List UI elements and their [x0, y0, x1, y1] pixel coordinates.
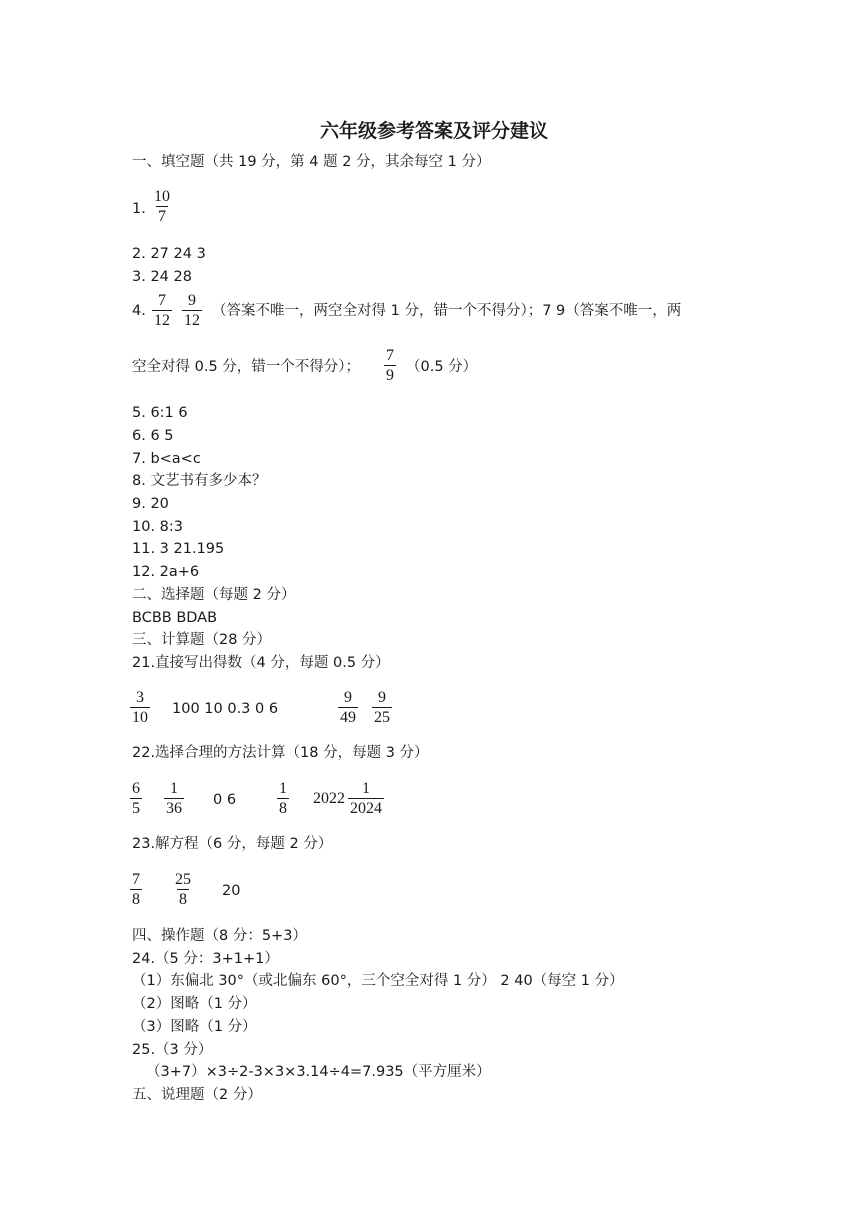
q21-fraction-b	[338, 688, 358, 727]
fraction-numerator: 9	[378, 689, 386, 706]
q22-heading: 22.选择合理的方法计算（18 分，每题 3 分）	[132, 745, 429, 761]
fraction-denominator: 25	[374, 709, 390, 726]
q23-heading: 23.解方程（6 分，每题 2 分）	[132, 836, 333, 852]
fraction-denominator: 8	[179, 891, 187, 908]
q4-fraction-b	[182, 291, 202, 330]
fraction-numerator: 1	[170, 780, 178, 797]
q5-answer: 5. 6:1 6	[132, 405, 188, 421]
fraction-denominator: 9	[386, 367, 394, 384]
q25-heading: 25.（3 分）	[132, 1042, 213, 1058]
section4-heading: 四、操作题（8 分：5+3）	[132, 928, 307, 944]
q23-fraction-b	[173, 870, 193, 909]
q21-values: 100 10 0.3 0 6	[172, 701, 279, 717]
q3-answer: 3. 24 28	[132, 269, 192, 285]
q21-fraction-a	[130, 688, 150, 727]
q4-fraction-a	[152, 291, 172, 330]
fraction-numerator: 1	[362, 780, 370, 797]
q4-text-line2: 空全对得 0.5 分，错一个不得分）；	[132, 359, 361, 375]
section2-heading: 二、选择题（每题 2 分）	[132, 587, 296, 603]
fraction-numerator: 6	[132, 780, 140, 797]
fraction-numerator: 7	[158, 292, 166, 309]
page-title: 六年级参考答案及评分建议	[319, 120, 548, 142]
fraction-numerator: 25	[175, 871, 191, 888]
q11-answer: 11. 3 21.195	[132, 541, 225, 557]
q21-heading: 21.直接写出得数（4 分，每题 0.5 分）	[132, 655, 390, 671]
section3-heading: 三、计算题（28 分）	[132, 632, 272, 648]
fraction-numerator: 10	[154, 188, 170, 205]
section5-heading: 五、说理题（2 分）	[132, 1087, 262, 1103]
section1-heading: 一、填空题（共 19 分，第 4 题 2 分，其余每空 1 分）	[132, 154, 491, 170]
q25-solution: （3+7）×3÷2-3×3×3.14÷4=7.935（平方厘米）	[146, 1064, 491, 1080]
q22-fraction-b	[164, 779, 184, 818]
q4-text-line1: （答案不唯一，两空全对得 1 分，错一个不得分）；7 9（答案不唯一，两	[212, 303, 682, 319]
fraction-numerator: 7	[386, 347, 394, 364]
fraction-denominator: 8	[132, 891, 140, 908]
fraction-denominator: 5	[132, 800, 140, 817]
q7-answer: 7. b<a<c	[132, 451, 201, 467]
fraction-numerator: 9	[344, 689, 352, 706]
q1-fraction	[152, 187, 172, 226]
q9-answer: 9. 20	[132, 496, 169, 512]
fraction-denominator: 12	[184, 312, 200, 329]
q24-part3: （3）图略（1 分）	[132, 1019, 257, 1035]
q23-value: 20	[222, 883, 241, 899]
fraction-numerator: 3	[136, 689, 144, 706]
q23-fraction-a	[130, 870, 142, 909]
q4-number: 4.	[132, 303, 146, 319]
q12-answer: 12. 2a+6	[132, 564, 200, 580]
q24-part1: （1）东偏北 30°（或北偏东 60°，三个空全对得 1 分） 2 40（每空 1 分）	[132, 973, 624, 989]
q22-values: 0 6	[213, 792, 237, 808]
q22-fraction-c	[277, 779, 289, 818]
q10-answer: 10. 8:3	[132, 519, 184, 535]
q2-answer: 2. 27 24 3	[132, 246, 206, 262]
fraction-numerator: 1	[279, 780, 287, 797]
fraction-numerator: 9	[188, 292, 196, 309]
q4-fraction-c	[384, 346, 396, 385]
fraction-denominator: 36	[166, 800, 182, 817]
q24-part2: （2）图略（1 分）	[132, 996, 257, 1012]
fraction-denominator: 10	[132, 709, 148, 726]
q24-heading: 24.（5 分：3+1+1）	[132, 951, 279, 967]
q21-fraction-c	[372, 688, 392, 727]
q22-fraction-a	[130, 779, 142, 818]
fraction-denominator: 7	[158, 208, 166, 225]
q6-answer: 6. 6 5	[132, 428, 174, 444]
q1-number: 1.	[132, 201, 146, 217]
q22-fraction-d	[348, 779, 384, 818]
q22-mixed-whole: 2022	[313, 790, 345, 807]
section2-answers: BCBB BDAB	[132, 610, 218, 626]
fraction-denominator: 2024	[350, 800, 382, 817]
fraction-denominator: 12	[154, 312, 170, 329]
fraction-denominator: 49	[340, 709, 356, 726]
q8-answer: 8. 文艺书有多少本？	[132, 473, 267, 489]
fraction-numerator: 7	[132, 871, 140, 888]
fraction-denominator: 8	[279, 800, 287, 817]
q4-text-line3: （0.5 分）	[406, 359, 478, 375]
